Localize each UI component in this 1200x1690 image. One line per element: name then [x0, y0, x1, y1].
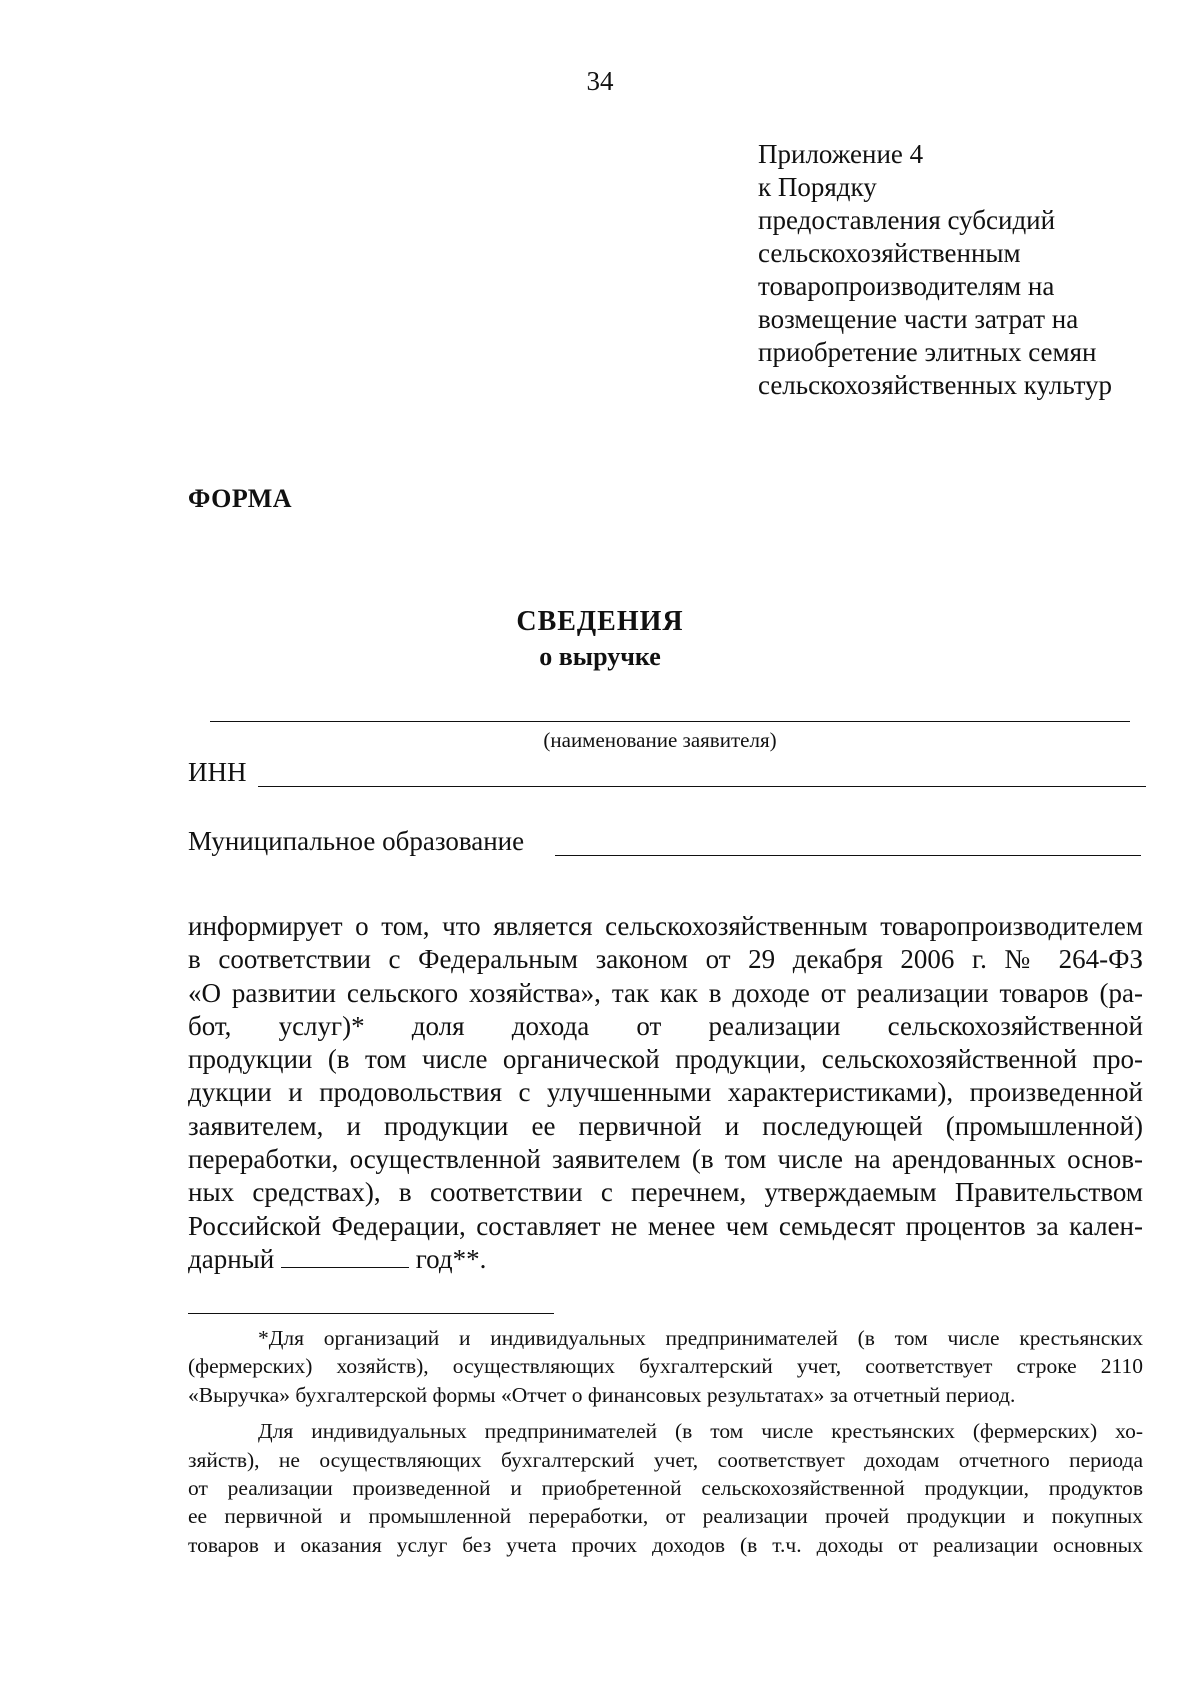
appendix-line: сельскохозяйственным	[758, 238, 1021, 268]
municipality-label: Муниципальное образование	[188, 826, 525, 856]
footnote-separator	[188, 1313, 554, 1314]
form-label: ФОРМА	[188, 484, 293, 513]
body-line: продукции (в том числе органической продукции, сельскохозяйственной про-	[188, 1044, 1143, 1075]
body-line: заявителем, и продукции ее первичной и последующей (промышленной)	[188, 1110, 1143, 1141]
appendix-line: предоставления субсидий	[758, 205, 1056, 235]
body-line: дукции и продовольствия с улучшенными характеристиками), произведенной	[188, 1077, 1143, 1108]
footnote-line: ее первичной и промышленной переработки, от реализации прочей продукции и покупных	[188, 1504, 1143, 1529]
body-paragraph	[188, 910, 1143, 1276]
body-line: Российской Федерации, составляет не менее чем семьдесят процентов за кален-	[188, 1210, 1143, 1241]
body-line: бот, услуг)* доля дохода от реализации сельскохозяйственной	[188, 1010, 1143, 1041]
footnote-line: зяйств), не осуществляющих бухгалтерский учет, соответствует доходам отчетного периода	[188, 1447, 1143, 1472]
footnote-line: *Для организаций и индивидуальных предпринимателей (в том числе крестьянских	[258, 1326, 1143, 1350]
footnote-line: от реализации произведенной и приобретенной сельскохозяйственной продукции, продуктов	[188, 1476, 1143, 1501]
appendix-header	[758, 138, 1178, 402]
municipality-line	[555, 855, 1141, 856]
footnotes	[188, 1324, 1143, 1559]
body-line: информирует о том, что является сельскохозяйственным товаропроизводителем	[188, 911, 1143, 941]
applicant-name-line	[210, 721, 1130, 722]
appendix-line: приобретение элитных семян	[758, 337, 1097, 367]
inn-line	[258, 786, 1146, 787]
appendix-line: сельскохозяйственных культур	[758, 370, 1113, 400]
appendix-line: товаропроизводителям на	[758, 271, 1055, 301]
year-blank-line	[281, 1245, 409, 1268]
body-line: «О развитии сельского хозяйства», так как в доходе от реализации товаров (ра-	[188, 977, 1143, 1008]
body-last-line	[188, 1243, 1143, 1276]
body-line: переработки, осуществленной заявителем (в том числе на арендованных основ-	[188, 1144, 1143, 1175]
inn-label: ИНН	[188, 757, 247, 787]
footnote-line: товаров и оказания услуг без учета прочих доходов (в т.ч. доходы от реализации основных	[188, 1532, 1143, 1557]
footnote-line: (фермерских) хозяйств), осуществляющих бухгалтерский учет, соответствует строке 2110	[188, 1354, 1143, 1379]
body-line: ных средствах), в соответствии с перечнем, утверждаемым Правительством	[188, 1177, 1143, 1208]
document-title: СВЕДЕНИЯ	[516, 606, 684, 637]
page-number: 34	[586, 66, 614, 96]
appendix-line: возмещение части затрат на	[758, 304, 1079, 334]
year-suffix: год**.	[415, 1243, 487, 1274]
appendix-line: Приложение 4	[758, 139, 924, 169]
applicant-caption: (наименование заявителя)	[543, 728, 777, 752]
footnote-line: «Выручка» бухгалтерской формы «Отчет о финансовых результатах» за отчетный период.	[188, 1382, 1016, 1407]
year-prefix: дарный	[188, 1243, 275, 1274]
document-subtitle: о выручке	[539, 642, 661, 671]
body-line: в соответствии с Федеральным законом от 29 декабря 2006 г. № 264-ФЗ	[188, 944, 1143, 975]
appendix-line: к Порядку	[758, 172, 877, 202]
footnote-line: Для индивидуальных предпринимателей (в том числе крестьянских (фермерских) хо-	[258, 1419, 1143, 1444]
